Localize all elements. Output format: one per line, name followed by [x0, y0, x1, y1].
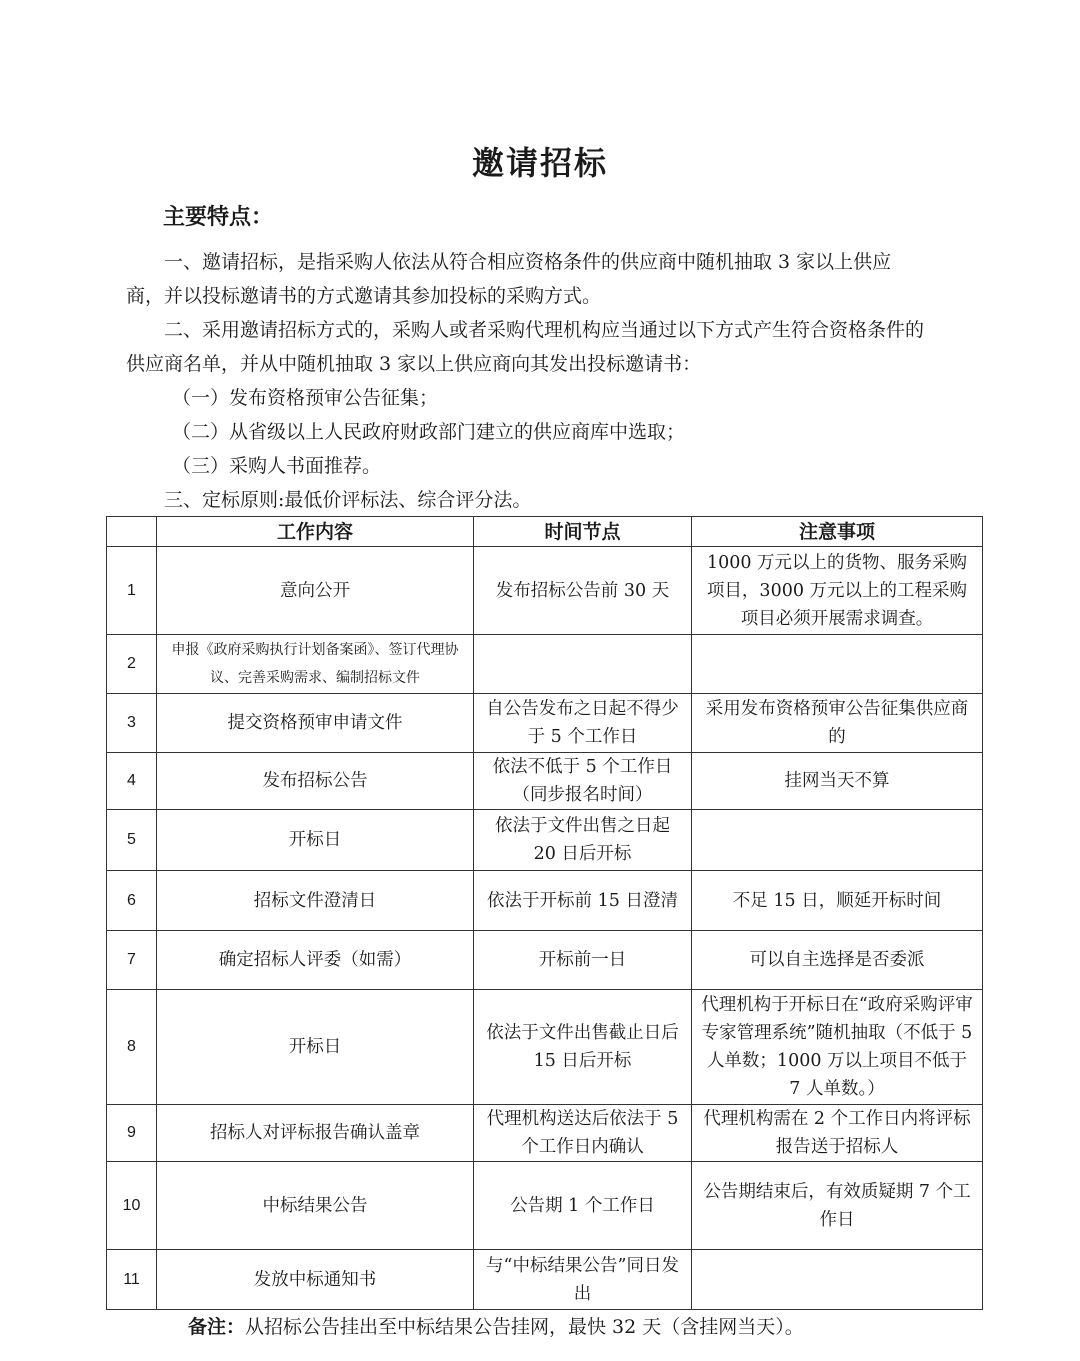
table-header-row: [107, 517, 983, 547]
table-row: [107, 871, 983, 931]
row-content: 中标结果公告: [157, 1162, 474, 1250]
row-content: 发放中标通知书: [157, 1250, 474, 1310]
row-content: 招标人对评标报告确认盖章: [157, 1105, 474, 1162]
row-number: 10: [107, 1162, 157, 1250]
row-time: 依法不低于 5 个工作日（同步报名时间）: [474, 753, 692, 810]
row-time: 代理机构送达后依法于 5 个工作日内确认: [474, 1105, 692, 1162]
table-row: [107, 1250, 983, 1310]
row-number: 2: [107, 635, 157, 694]
table-row: [107, 990, 983, 1105]
schedule-table: [106, 516, 983, 1310]
intro-paragraph-2: 二、采用邀请招标方式的，采购人或者采购代理机构应当通过以下方式产生符合资格条件的供应商名单，并从中随机抽取 3 家以上供应商向其发出投标邀请书：: [126, 319, 925, 375]
row-time: 自公告发布之日起不得少于 5 个工作日: [474, 694, 692, 753]
row-number: 8: [107, 990, 157, 1105]
row-note: [692, 1250, 983, 1310]
footnote: [188, 1312, 804, 1339]
header-number: [107, 517, 157, 547]
intro-paragraph-1: 一、邀请招标，是指采购人依法从符合相应资格条件的供应商中随机抽取 3 家以上供应商，并以投标邀请书的方式邀请其参加投标的采购方式。: [126, 251, 892, 307]
table-row: [107, 547, 983, 635]
row-content: 申报《政府采购执行计划备案函》、签订代理协议、完善采购需求、编制招标文件: [157, 635, 474, 694]
row-content: 开标日: [157, 810, 474, 871]
row-number: 3: [107, 694, 157, 753]
intro-text: [126, 245, 926, 517]
row-time: 发布招标公告前 30 天: [474, 547, 692, 635]
section-heading: 主要特点：: [163, 205, 274, 230]
page-title: 邀请招标: [471, 144, 608, 182]
row-time: 依法于文件出售之日起 20 日后开标: [474, 810, 692, 871]
row-number: 5: [107, 810, 157, 871]
row-note: 采用发布资格预审公告征集供应商的: [692, 694, 983, 753]
row-note: 1000 万元以上的货物、服务采购项目，3000 万元以上的工程采购项目必须开展需求调查。: [692, 547, 983, 635]
row-number: 11: [107, 1250, 157, 1310]
row-content: 提交资格预审申请文件: [157, 694, 474, 753]
intro-list-item-3: （三）采购人书面推荐。: [172, 455, 382, 477]
intro-paragraph-3: 三、定标原则:最低价评标法、综合评分法。: [164, 489, 532, 511]
row-content: 意向公开: [157, 547, 474, 635]
row-number: 9: [107, 1105, 157, 1162]
row-number: 6: [107, 871, 157, 931]
row-content: 开标日: [157, 990, 474, 1105]
row-note: [692, 810, 983, 871]
row-number: 7: [107, 931, 157, 990]
row-number: 4: [107, 753, 157, 810]
table-row: [107, 810, 983, 871]
intro-list-item-1: （一）发布资格预审公告征集；: [172, 387, 439, 409]
row-note: 可以自主选择是否委派: [692, 931, 983, 990]
row-content: 招标文件澄清日: [157, 871, 474, 931]
row-note: 不足 15 日，顺延开标时间: [692, 871, 983, 931]
row-note: 挂网当天不算: [692, 753, 983, 810]
row-time: 开标前一日: [474, 931, 692, 990]
row-note: 代理机构于开标日在“政府采购评审专家管理系统”随机抽取（不低于 5 人单数；1000 万以上项目不低于 7 人单数。）: [692, 990, 983, 1105]
row-content: 发布招标公告: [157, 753, 474, 810]
row-note: [692, 635, 983, 694]
footnote-label: 备注：: [188, 1316, 246, 1338]
table-row: [107, 931, 983, 990]
table-row: [107, 1162, 983, 1250]
row-time: 与“中标结果公告”同日发出: [474, 1250, 692, 1310]
row-note: 公告期结束后，有效质疑期 7 个工作日: [692, 1162, 983, 1250]
row-time: 依法于文件出售截止日后 15 日后开标: [474, 990, 692, 1105]
row-time: 公告期 1 个工作日: [474, 1162, 692, 1250]
header-note: 注意事项: [692, 517, 983, 547]
header-time: 时间节点: [474, 517, 692, 547]
table-row: [107, 694, 983, 753]
table-row: [107, 753, 983, 810]
table-row: [107, 635, 983, 694]
footnote-text: 从招标公告挂出至中标结果公告挂网，最快 32 天（含挂网当天）。: [245, 1316, 804, 1338]
row-time: [474, 635, 692, 694]
table-row: [107, 1105, 983, 1162]
intro-list-item-2: （二）从省级以上人民政府财政部门建立的供应商库中选取；: [172, 421, 686, 443]
row-time: 依法于开标前 15 日澄清: [474, 871, 692, 931]
header-content: 工作内容: [157, 517, 474, 547]
row-number: 1: [107, 547, 157, 635]
row-content: 确定招标人评委（如需）: [157, 931, 474, 990]
row-note: 代理机构需在 2 个工作日内将评标报告送于招标人: [692, 1105, 983, 1162]
